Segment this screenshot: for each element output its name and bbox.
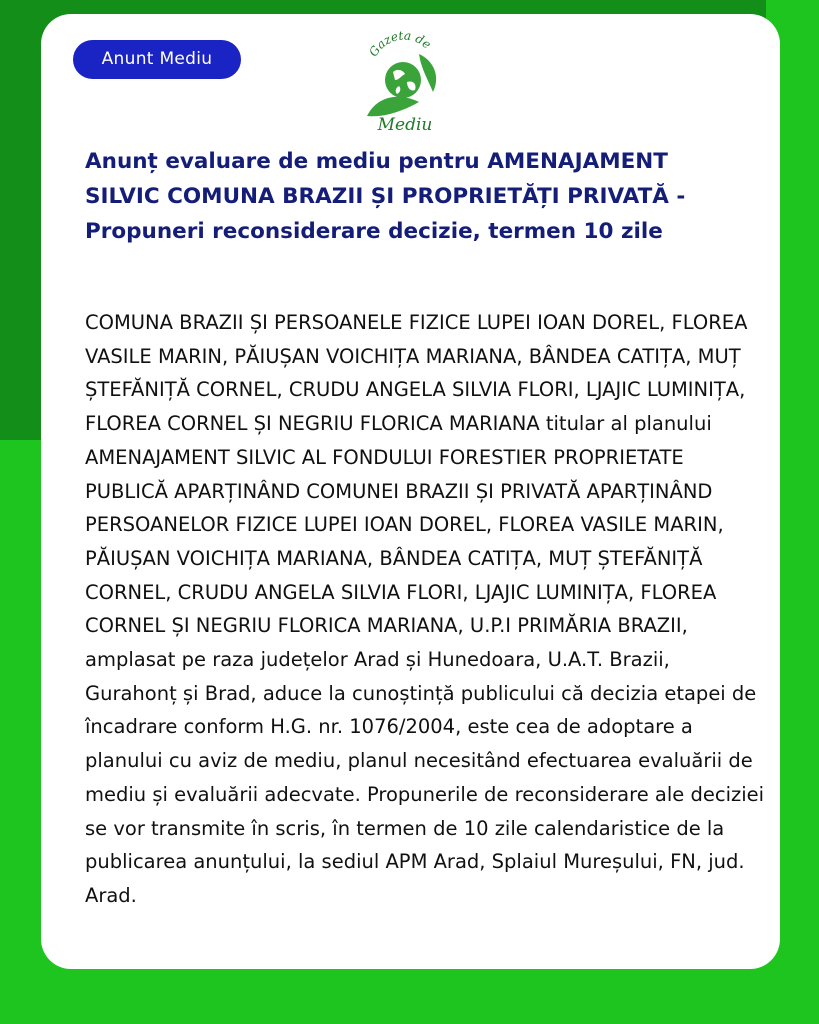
logo-bottom-text: Mediu (377, 115, 433, 134)
gazeta-de-mediu-logo (359, 26, 447, 134)
announcement-body: COMUNA BRAZII ȘI PERSOANELE FIZICE LUPEI IOAN DOREL, FLOREA VASILE MARIN, PĂIUȘAN VOICHIȚA MARIANA, BÂNDEA CATIȚA, MUȚ ȘTEFĂNIȚĂ CORNEL, CRUDU ANGELA SILVIA FLORI, LJAJIC LUMINIȚA, FLOREA CORNEL ȘI NEGRIU FLORICA MARIANA titular al planului AMENAJAMENT SILVIC AL FONDULUI FORESTIER PROPRIETATE PUBLICĂ APARȚINÂND COMUNEI BRAZII ȘI PRIVATĂ APARȚINÂND PERSOANELOR FIZICE LUPEI IOAN DOREL, FLOREA VASILE MARIN, PĂIUȘAN VOICHIȚA MARIANA, BÂNDEA CATIȚA, MUȚ ȘTEFĂNIȚĂ CORNEL, CRUDU ANGELA SILVIA FLORI, LJAJIC LUMINIȚA, FLOREA CORNEL ȘI NEGRIU FLORICA MARIANA, U.P.I PRIMĂRIA BRAZII, amplasat pe raza județelor Arad și Hunedoara, U.A.T. Brazii, Gurahonț și Brad, aduce la cunoștință publicului că decizia etapei de încadrare conform H.G. nr. 1076/2004, este cea de adoptare a planului cu aviz de mediu, planul necesitând efectuarea evaluării de mediu și evaluării adecvate. Propunerile de reconsiderare ale deciziei se vor transmite în scris, în termen de 10 zile calendaristice de la publicarea anunțului, la sediul APM Arad, Splaiul Mureșului, FN, jud. Arad. (85, 311, 765, 907)
announcement-title: Anunț evaluare de mediu pentru AMENAJAMENT SILVIC COMUNA BRAZII ȘI PROPRIETĂȚI PRIVATĂ - Propuneri reconsiderare decizie, termen 10 zile (85, 149, 686, 244)
leaf-icon (367, 97, 419, 117)
announcement-card (41, 14, 780, 969)
globe-icon (385, 62, 421, 98)
logo-top-text: Gazeta de (366, 28, 434, 60)
category-badge[interactable]: Anunt Mediu (73, 40, 241, 79)
svg-text:Gazeta de (366, 28, 434, 59)
